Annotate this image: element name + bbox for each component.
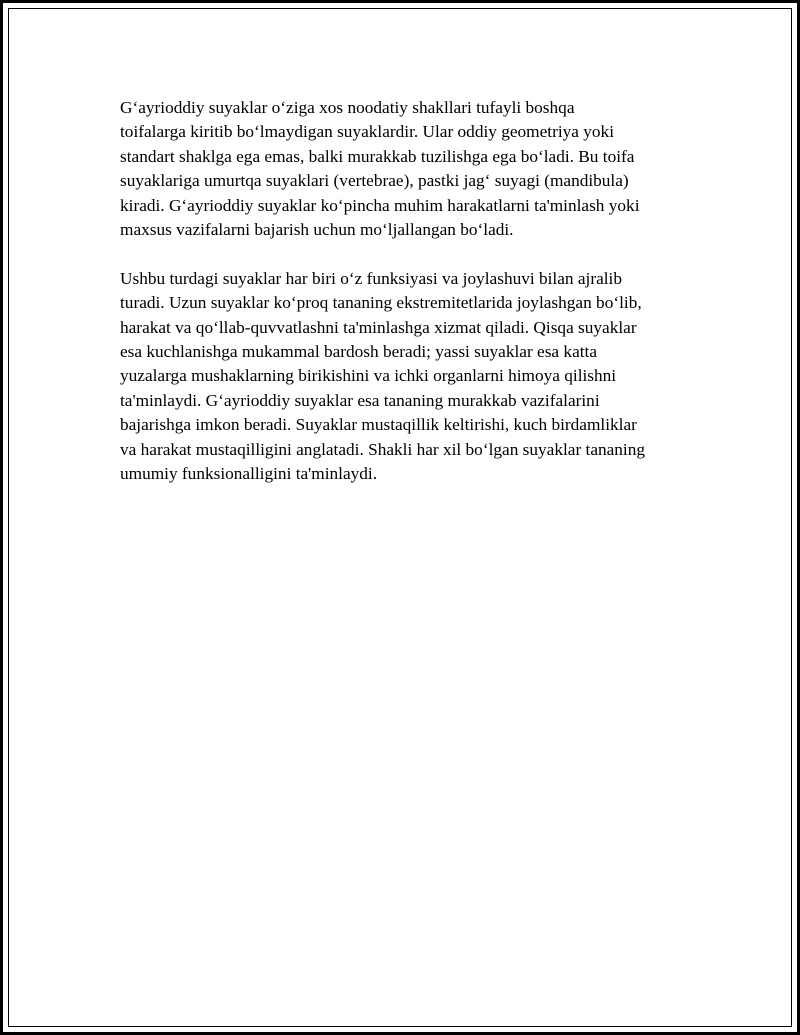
paragraph-1: G‘ayrioddiy suyaklar o‘ziga xos noodatiy shakllari tufayli boshqa toifalarga kiritib bo‘lmaydigan suyaklardir. Ular oddiy geometriya yoki standart shaklga ega emas, balki murakkab tuzilishga ega bo‘ladi. Bu toifa suyaklariga umurtqa suyaklari (vertebrae), pastki jag‘ suyagi (mandibula) kiradi. G‘ayrioddiy suyaklar ko‘pincha muhim harakatlarni ta'minlash yoki maxsus vazifalarni bajarish uchun mo‘ljallangan bo‘ladi.	[120, 98, 640, 240]
document-body	[120, 96, 692, 486]
paragraph-2: Ushbu turdagi suyaklar har biri o‘z funksiyasi va joylashuvi bilan ajralib turadi. Uzun suyaklar ko‘proq tananing ekstremitetlarida joylashgan bo‘lib, harakat va qo‘llab-quvvatlashni ta'minlashga xizmat qiladi. Qisqa suyaklar esa kuchlanishga mukammal bardosh beradi; yassi suyaklar esa katta yuzalarga mushaklarning birikishini va ichki organlarni himoya qilishni ta'minlaydi. G‘ayrioddiy suyaklar esa tananing murakkab vazifalarini bajarishga imkon beradi. Suyaklar mustaqillik keltirishi, kuch birdamliklar va harakat mustaqilligini anglatadi. Shakli har xil bo‘lgan suyaklar tananing umumiy funksionalligini ta'minlaydi.	[120, 268, 646, 484]
